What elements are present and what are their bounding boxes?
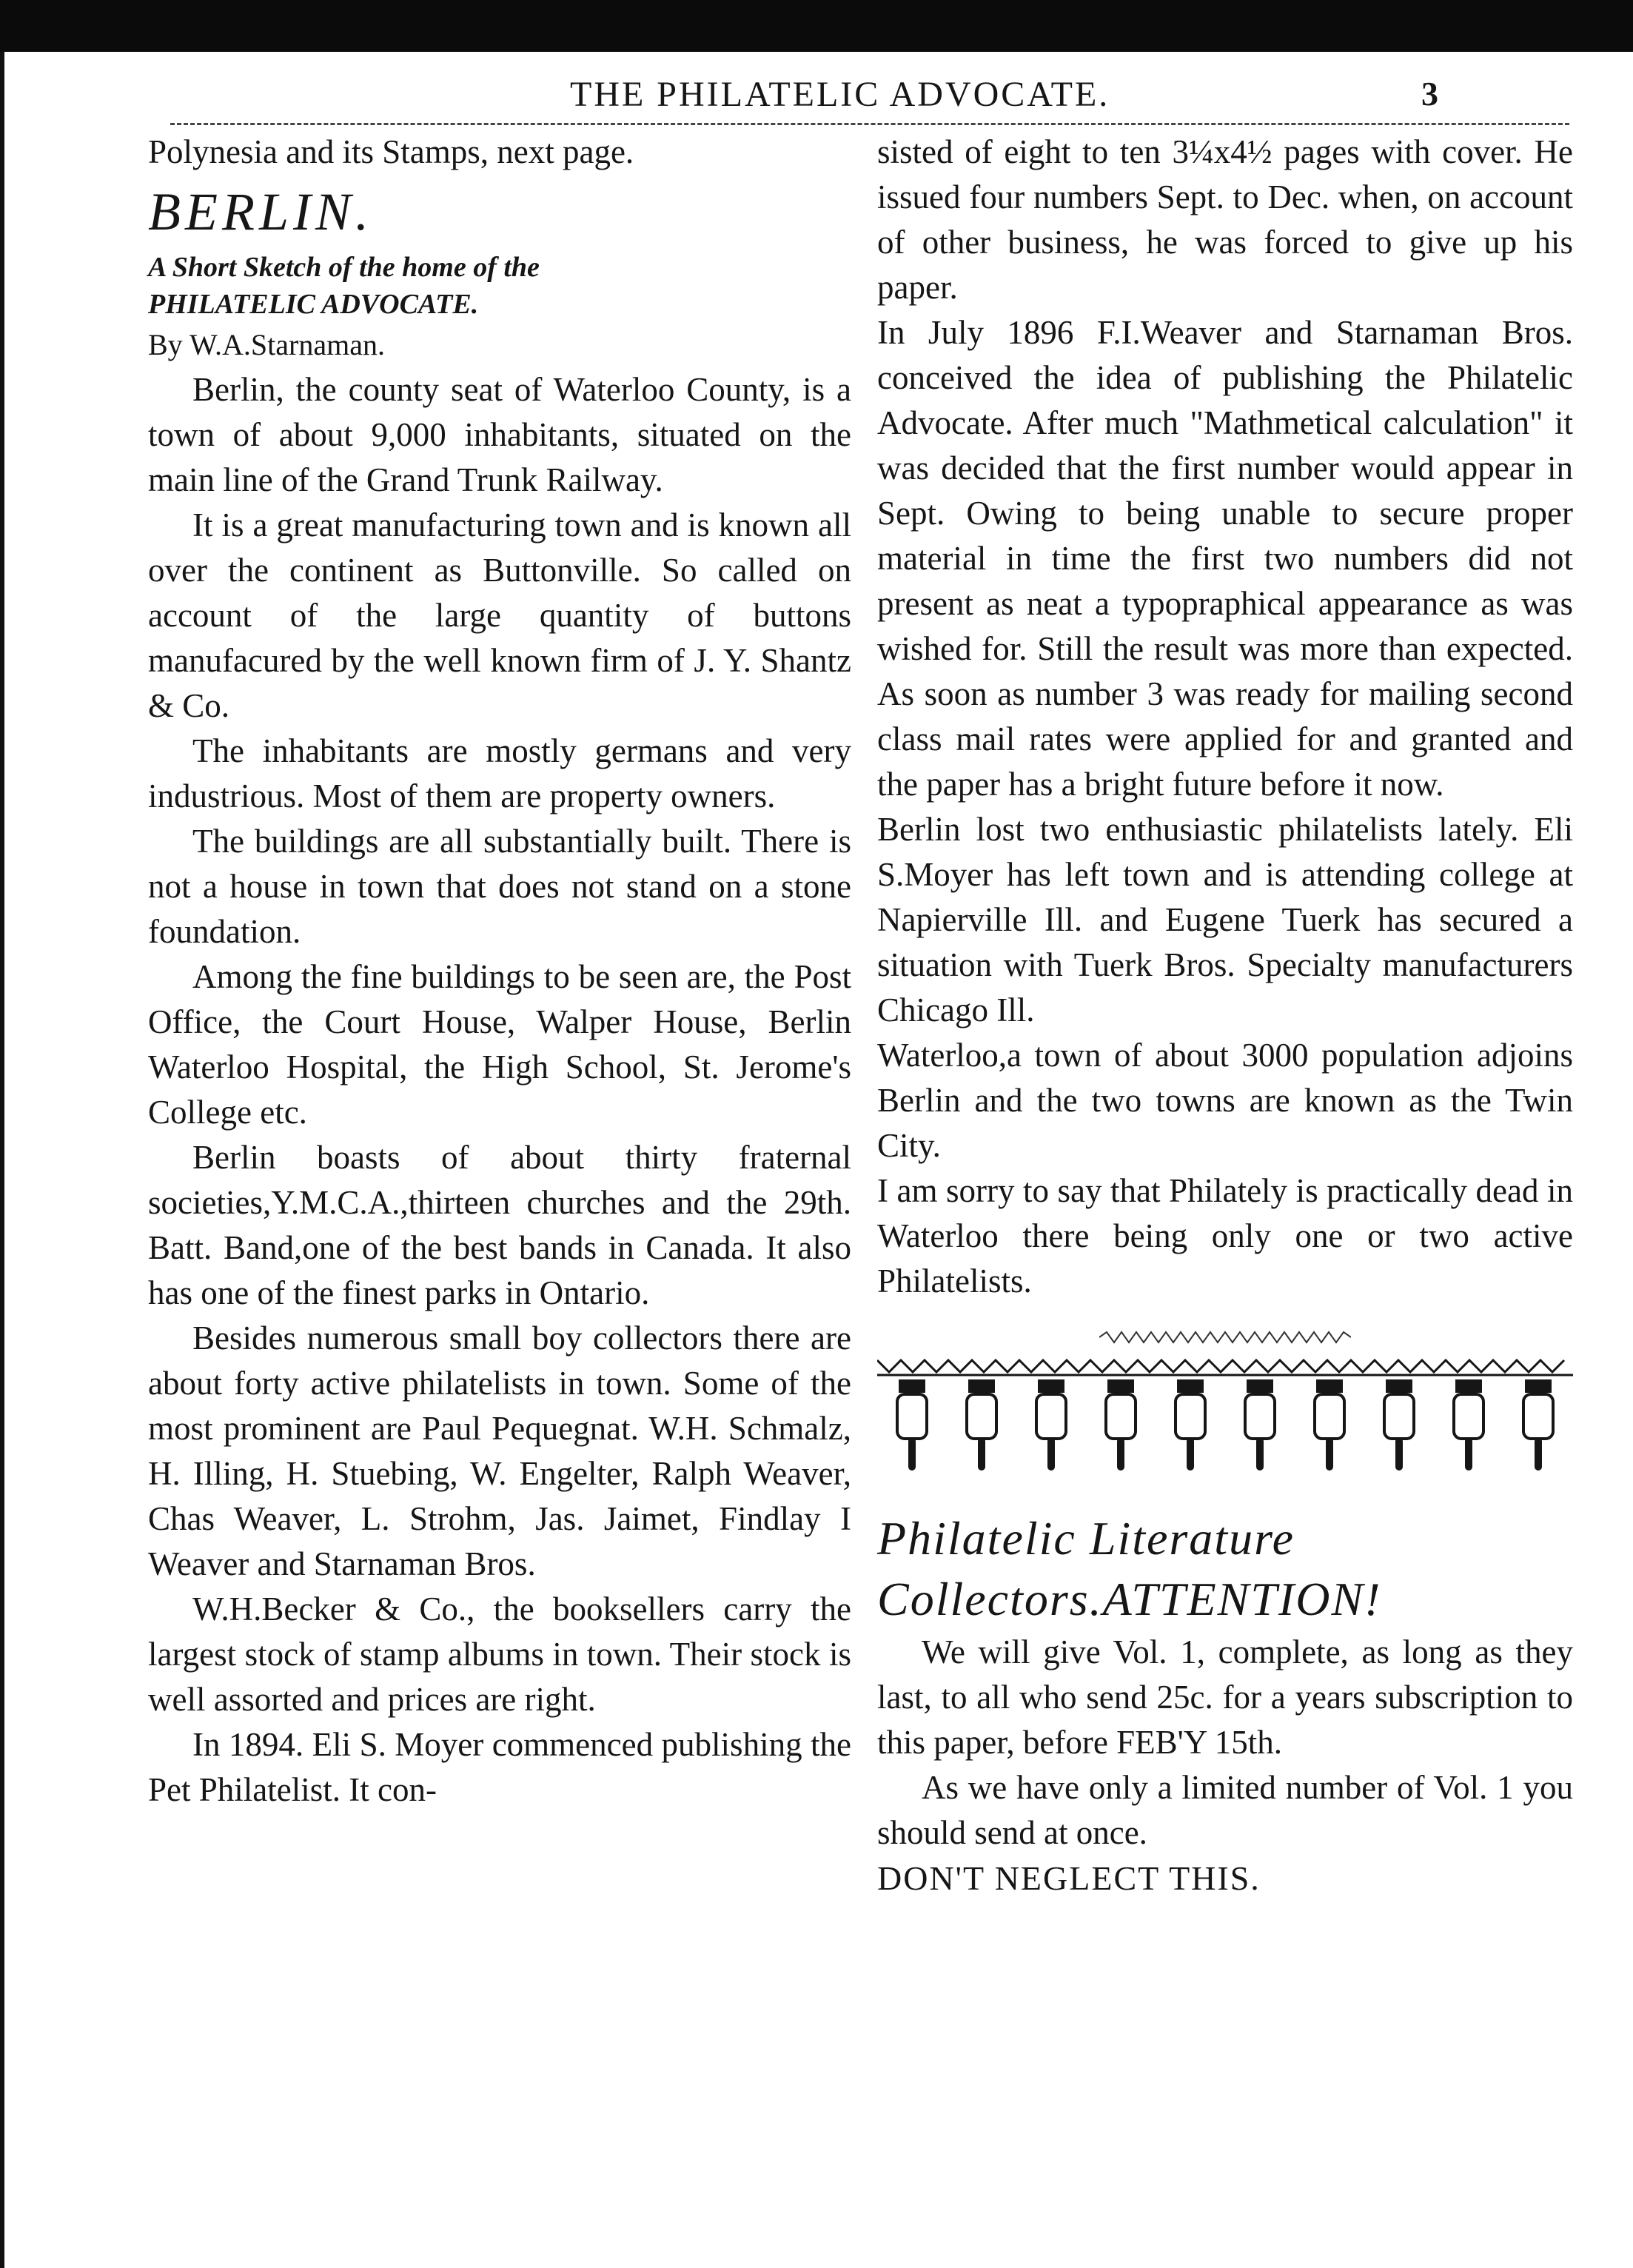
paragraph: Berlin, the county seat of Waterloo County, is a town of about 9,000 inhabitants, situated on the main line of the Grand Trunk Railway. [148,371,851,498]
zigzag-line [877,1360,1564,1372]
pointing-hand-icon [1384,1379,1414,1471]
paragraph: sisted of eight to ten 3¼x4½ pages with cover. He issued four numbers Sept. to Dec. when, on account of other business, he was forced to give up his paper. [877,133,1573,306]
paragraph: Berlin boasts of about thirty fraternal societies,Y.M.C.A.,thirteen churches and the 29th. Batt. Band,one of the best bands in Canada. It also has one of the finest parks in Ontario. [148,1139,851,1311]
pointing-hand-icon [967,1379,996,1471]
pointing-hands-ornament [877,1356,1573,1482]
pointing-hand-icon [1523,1379,1553,1471]
paragraph: In July 1896 F.I.Weaver and Starnaman Bros. conceived the idea of publishing the Philatelic Advocate. After much "Mathmetical calculation" it was decided that the first number would appear in Sept. Owing to being unable to secure proper material in time the first two numbers did not present as neat a typopraphical appearance as was wished for. Still the result was more than expected. As soon as number 3 was ready for mailing second class mail rates were applied for and granted and the paper has a bright future before it now. [877,314,1573,803]
notice-title-1: Philatelic Literature [877,1512,1295,1565]
paragraph: In 1894. Eli S. Moyer commenced publishing the Pet Philatelist. It con- [148,1726,851,1808]
zigzag-border [877,1360,1573,1375]
pointing-hand-icon [1245,1379,1275,1471]
notice-paragraph: We will give Vol. 1, complete, as long as they last, to all who send 25c. for a years subscription to this paper, before FEB'Y 15th. [877,1633,1573,1761]
pointing-hand-icon [1176,1379,1205,1471]
right-column [877,130,1573,1901]
wavy-divider [877,1319,1573,1348]
pointing-hand-icon [1454,1379,1483,1471]
pointing-hand-icon [1315,1379,1344,1471]
pointing-hand-icon [1106,1379,1136,1471]
article-subheading-2: PHILATELIC ADVOCATE. [148,289,479,320]
paragraph: W.H.Becker & Co., the booksellers carry the largest stock of stamp albums in town. Their stock is well assorted and prices are right. [148,1590,851,1718]
article-subheading-1: A Short Sketch of the home of the [148,252,540,283]
paragraph: The inhabitants are mostly germans and very industrious. Most of them are property owners. [148,732,851,814]
pointing-hand-icon [1036,1379,1066,1471]
paragraph: Berlin lost two enthusiastic philatelists lately. Eli S.Moyer has left town and is attending college at Napierville Ill. and Eugene Tuerk has secured a situation with Tuerk Bros. Specialty manufacturers Chicago Ill. [877,811,1573,1028]
article-heading: BERLIN. [148,182,373,241]
article-byline: By W.A.Starnaman. [148,328,385,361]
left-scan-border [0,52,4,2268]
page-header [170,74,1577,126]
top-scan-border [0,0,1633,52]
running-title: THE PHILATELIC ADVOCATE. [570,75,1110,114]
header-rule [170,123,1569,125]
notice-paragraph: As we have only a limited number of Vol. 1 you should send at once. [877,1769,1573,1851]
pointing-hand-icon [897,1379,927,1471]
paragraph: Besides numerous small boy collectors there are about forty active philatelists in town. Some of the most prominent are Paul Pequegnat. W.H. Schmalz, H. Illing, H. Stuebing, W. Engelter, Ralph Weaver, Chas Weaver, L. Strohm, Jas. Jaimet, Findlay I Weaver and Starnaman Bros. [148,1319,851,1582]
paragraph: The buildings are all substantially built. There is not a house in town that does not stand on a stone foundation. [148,823,851,950]
paragraph: It is a great manufacturing town and is known all over the continent as Buttonville. So called on account of the large quantity of buttons manufacured by the well known firm of J. Y. Shantz & Co. [148,506,851,724]
left-column [148,130,851,1813]
paragraph: Among the fine buildings to be seen are, the Post Office, the Court House, Walper House, Berlin Waterloo Hospital, the High School, St. Jerome's College etc. [148,958,851,1131]
notice-title-2: Collectors.ATTENTION! [877,1573,1382,1625]
hands-group [897,1379,1553,1471]
paragraph: Waterloo,a town of about 3000 population adjoins Berlin and the two towns are known as the Twin City. [877,1037,1573,1164]
paragraph: I am sorry to say that Philately is practically dead in Waterloo there being only one or two active Philatelists. [877,1172,1573,1299]
closing-notice: DON'T NEGLECT THIS. [877,1859,1261,1897]
intro-line: Polynesia and its Stamps, next page. [148,133,634,170]
wavy-line-icon [1099,1326,1351,1348]
page-number: 3 [1421,75,1438,113]
